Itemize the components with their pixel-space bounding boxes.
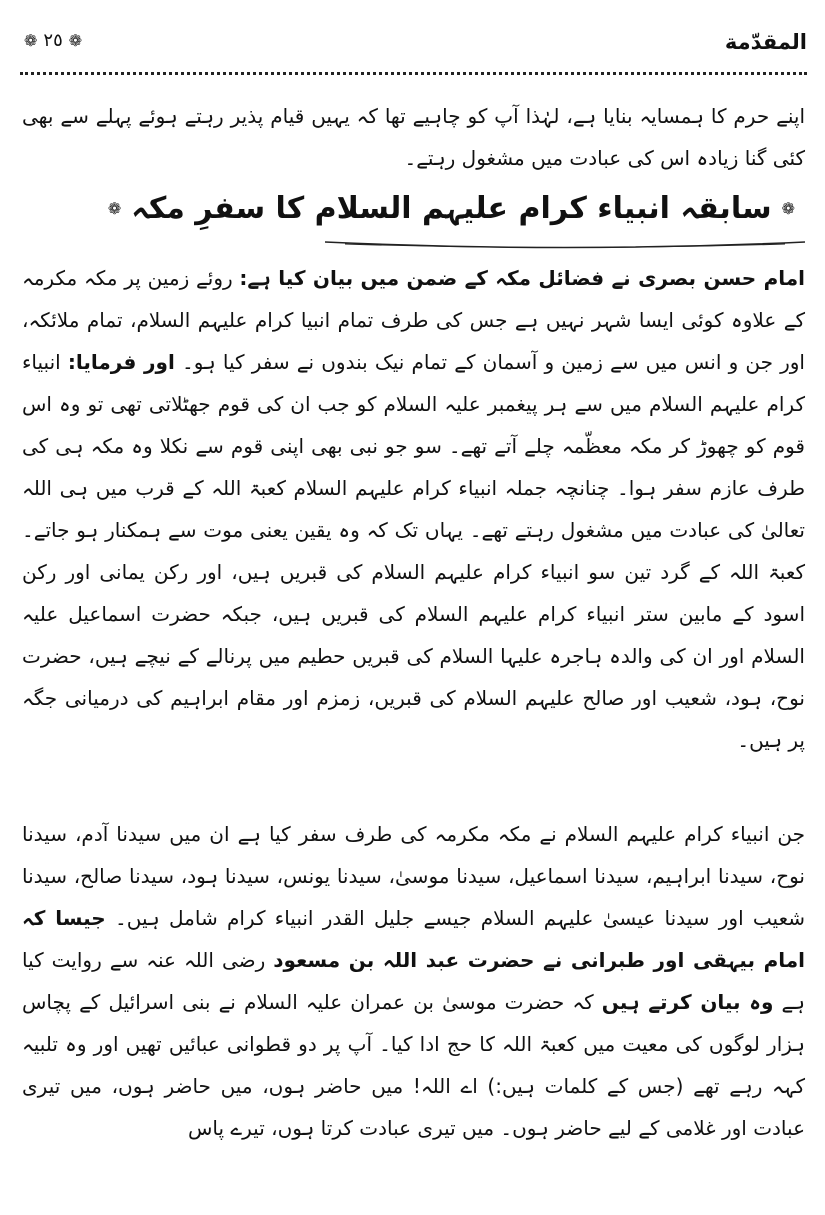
page-number: ٢٥ — [43, 30, 63, 51]
bold-lead: امام حسن بصری نے فضائل مکہ کے ضمن میں بیان کیا ہے: — [239, 266, 805, 290]
text-run: انبیاء کرام علیہم السلام میں سے ہر پیغمبر علیہ السلام کو جب ان کی قوم جھٹلاتی تھی تو وہ اس قوم کو چھوڑ کر مکہ معظّمہ چلے آتے تھے۔ سو جو نبی بھی اپنی قوم سے نکلا وہ مکہ ہی کی طرف عازم سفر ہوا۔ چنانچہ جملہ انبیاء کرام علیہم السلام کعبۃ اللہ کے قرب میں ہی اللہ تعالیٰ کی عبادت میں مشغول رہتے تھے۔ یہاں تک کہ وہ یقین یعنی موت سے ہمکنار ہو جاتے۔ کعبۃ اللہ کے گرد تین سو انبیاء کرام علیہم السلام کی قبریں ہیں، اور رکن یمانی اور رکن اسود کے مابین ستر انبیاء کرام علیہم السلام کی قبریں ہیں، جبکہ حضرت اسماعیل علیہ السلام اور ان کی والدہ ہاجرہ علیہا السلام کی قبریں حطیم میں پرنالے کے نیچے ہیں، حضرت نوح، ہود، شعیب اور صالح علیہم السلام کی قبریں، زمزم اور مقام ابراہیم کی درمیانی جگہ پر ہیں۔ — [22, 350, 805, 752]
section-heading-block — [22, 179, 805, 257]
page-header — [22, 22, 807, 66]
text-run: جن انبیاء کرام علیہم السلام نے مکہ مکرمہ کی طرف سفر کیا ہے ان میں سیدنا آدم، سیدنا نوح، سیدنا ابراہیم، سیدنا اسماعیل، سیدنا موسیٰ، سیدنا یونس، سیدنا ہود، سیدنا صالح، سیدنا شعیب اور سیدنا عیسیٰ علیہم السلام جیسے جلیل القدر انبیاء کرام شامل ہیں۔ — [22, 822, 805, 930]
section-heading-text: سابقہ انبیاء کرام علیہم السلام کا سفرِ مکہ — [131, 191, 772, 226]
ornament-icon: ❁ — [781, 199, 795, 218]
bold-run: وہ بیان کرتے ہیں — [601, 990, 774, 1014]
ornament-icon: ❁ — [68, 31, 83, 50]
text-run: کہ حضرت موسیٰ بن عمران علیہ السلام نے بنی اسرائیل کے پچاس ہزار لوگوں کی معیت میں کعبۃ اللہ کا حج ادا کیا۔ آپ پر دو قطوانی عبائیں تھیں اور وہ تلبیہ کہہ رہے تھے (جس کے کلمات ہیں:) اے اللہ! میں حاضر ہوں، میں حاضر ہوں، میں تیری عبادت اور غلامی کے لیے حاضر ہوں۔ میں تیری عبادت کرتا ہوں، تیرے پاس — [22, 990, 805, 1140]
bold-run: جیسا کہ امام بیہقی اور طبرانی نے حضرت عبد اللہ بن مسعود — [22, 906, 805, 972]
page-body — [22, 95, 805, 1149]
header-dotted-divider — [20, 72, 807, 75]
bold-run: اور فرمایا: — [67, 350, 175, 374]
page-number-badge — [24, 30, 82, 51]
chapter-title: المقدّمة — [724, 30, 807, 54]
text-run: رضی اللہ عنہ سے روایت کیا ہے — [22, 948, 805, 1014]
ornament-icon: ❁ — [24, 31, 38, 50]
paragraph-hasan-basri — [22, 257, 805, 761]
paragraph-intro: اپنے حرم کا ہمسایہ بنایا ہے، لہٰذا آپ کو چاہیے تھا کہ یہیں قیام پذیر رہتے ہوئے پہلے سے بھی کئی گنا زیادہ اس کی عبادت میں مشغول رہتے۔ — [22, 104, 805, 170]
text-run: روئے زمین پر مکہ مکرمہ کے علاوہ کوئی ایسا شہر نہیں ہے جس کی طرف تمام انبیا کرام علیہم السلام، تمام ملائکہ، اور جن و انس میں سے زمین و آسمان کے تمام نیک بندوں نے سفر کیا ہو۔ — [22, 266, 805, 374]
paragraph-prophets-journey — [22, 813, 805, 1149]
ornament-icon: ❁ — [107, 199, 122, 218]
section-heading — [108, 191, 795, 226]
heading-underline-ornament — [325, 239, 805, 253]
